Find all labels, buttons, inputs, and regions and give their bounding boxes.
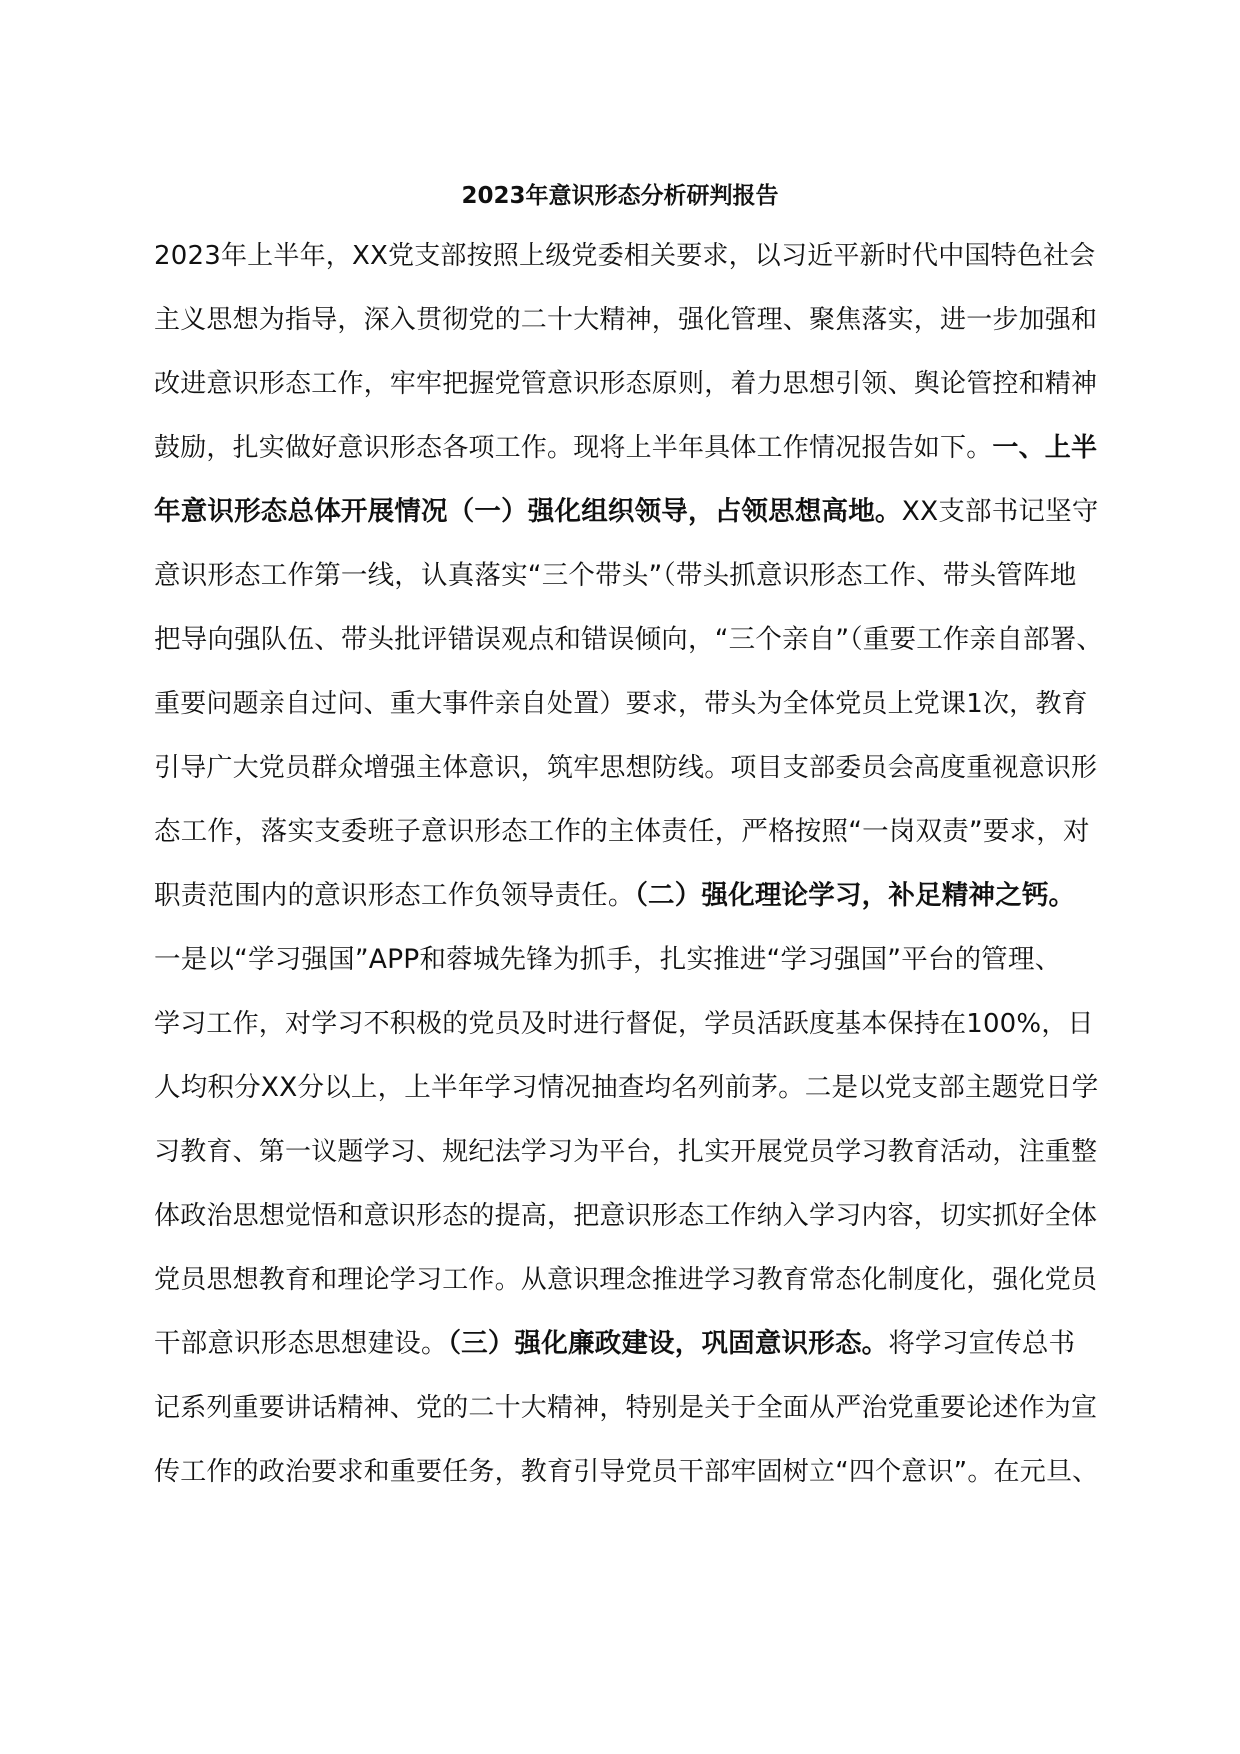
body-text: 人均积分XX分以上，上半年学习情况抽查均名列前茅。二是以党支部主题党日学	[154, 1072, 1099, 1103]
body-text-line	[154, 1320, 1104, 1384]
body-text: XX支部书记坚守	[901, 496, 1099, 527]
body-text-line	[154, 1448, 1104, 1512]
body-text: 2023年上半年，XX党支部按照上级党委相关要求，以习近平新时代中国特色社会	[154, 241, 1096, 271]
body-text: 职责范围内的意识形态工作负领导责任。	[154, 880, 635, 911]
body-text: 把导向强队伍、带头批评错误观点和错误倾向，“三个亲自”（重要工作亲自部署、	[154, 624, 1104, 655]
body-text: 传工作的政治要求和重要任务，教育引导党员干部牢固树立“四个意识”。在元旦、	[154, 1457, 1099, 1487]
body-text-line	[154, 232, 1104, 296]
body-text-line	[154, 808, 1104, 872]
body-text: 将学习宣传总书	[888, 1328, 1076, 1359]
body-text-line	[154, 936, 1104, 1000]
body-text: 习教育、第一议题学习、规纪法学习为平台，扎实开展党员学习教育活动，注重整	[154, 1137, 1098, 1167]
body-text: 鼓励，扎实做好意识形态各项工作。现将上半年具体工作情况报告如下。	[154, 433, 993, 463]
body-text-line	[154, 1128, 1104, 1192]
body-text-line	[154, 1384, 1104, 1448]
body-text: 干部意识形态思想建设。	[154, 1328, 448, 1359]
bold-heading-text: （二）强化理论学习，补足精神之钙。	[634, 880, 1076, 911]
body-text: 主义思想为指导，深入贯彻党的二十大精神，强化管理、聚焦落实，进一步加强和	[154, 305, 1098, 335]
body-text-line	[154, 1000, 1104, 1064]
body-text-line	[154, 680, 1104, 744]
body-text-line	[154, 552, 1104, 616]
body-text: 改进意识形态工作，牢牢把握党管意识形态原则，着力思想引领、舆论管控和精神	[154, 369, 1098, 399]
body-text: 记系列重要讲话精神、党的二十大精神，特别是关于全面从严治党重要论述作为宣	[154, 1393, 1098, 1423]
body-text-line	[154, 296, 1104, 360]
body-text: 态工作，落实支委班子意识形态工作的主体责任，严格按照“一岗双责”要求，对	[154, 816, 1090, 847]
body-text: 引导广大党员群众增强主体意识，筑牢思想防线。项目支部委员会高度重视意识形	[154, 753, 1098, 783]
bold-heading-text: 年意识形态总体开展情况（一）强化组织领导，占领思想高地。	[154, 496, 902, 527]
body-text: 意识形态工作第一线，认真落实“三个带头”（带头抓意识形态工作、带头管阵地	[154, 560, 1077, 591]
body-text: 学习工作，对学习不积极的党员及时进行督促，学员活跃度基本保持在100%，日	[154, 1009, 1094, 1039]
body-text: 体政治思想觉悟和意识形态的提高，把意识形态工作纳入学习内容，切实抓好全体	[154, 1201, 1098, 1231]
body-text-line	[154, 1192, 1104, 1256]
document-title: 2023年意识形态分析研判报告	[461, 183, 779, 209]
document-body	[154, 232, 1104, 1512]
body-text-line	[154, 424, 1104, 488]
body-text-line	[154, 488, 1104, 552]
body-text: 党员思想教育和理论学习工作。从意识理念推进学习教育常态化制度化，强化党员	[154, 1265, 1098, 1295]
body-text-line	[154, 360, 1104, 424]
bold-heading-text: 一、上半	[992, 433, 1098, 463]
body-text-line	[154, 1064, 1104, 1128]
bold-heading-text: （三）强化廉政建设，巩固意识形态。	[447, 1328, 889, 1359]
body-text: 重要问题亲自过问、重大事件亲自处置）要求，带头为全体党员上党课1次，教育	[154, 689, 1088, 719]
body-text-line	[154, 744, 1104, 808]
body-text-line	[154, 616, 1104, 680]
body-text-line	[154, 1256, 1104, 1320]
body-text-line	[154, 872, 1104, 936]
body-text: 一是以“学习强国”APP和蓉城先锋为抓手，扎实推进“学习强国”平台的管理、	[154, 944, 1062, 975]
